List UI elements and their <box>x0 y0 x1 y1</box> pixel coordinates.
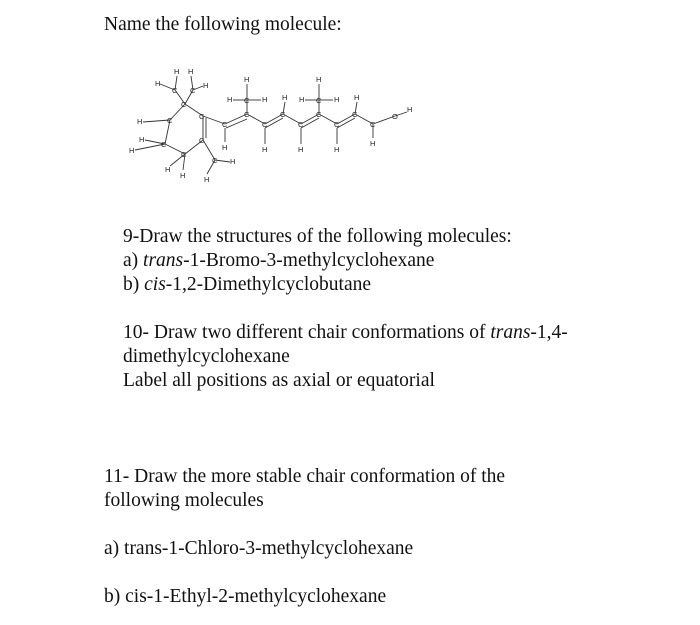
svg-text:H: H <box>227 95 233 104</box>
svg-text:H: H <box>203 81 209 90</box>
svg-text:C: C <box>244 96 250 105</box>
svg-text:C: C <box>316 96 322 105</box>
svg-text:C: C <box>212 156 218 165</box>
svg-text:H: H <box>244 75 250 84</box>
question-11-line-2: following molecules <box>104 490 264 511</box>
svg-text:H: H <box>230 157 236 166</box>
question-11-part-a: a) trans-1-Chloro-3-methylcyclohexane <box>104 538 414 559</box>
question-9-heading: 9-Draw the structures of the following molecules: <box>123 226 512 247</box>
question-10-line-1: 10- Draw two different chair conformations of trans-1,4- <box>123 322 568 343</box>
svg-text:H: H <box>129 146 135 155</box>
svg-text:C: C <box>280 110 286 119</box>
page-title: Name the following molecule: <box>104 14 342 35</box>
svg-text:H: H <box>262 145 268 154</box>
question-9-part-a: a) trans-1-Bromo-3-methylcyclohexane <box>123 250 435 271</box>
svg-text:H: H <box>180 171 186 180</box>
svg-text:O: O <box>392 112 398 121</box>
svg-text:H: H <box>370 139 376 148</box>
molecule-structure-diagram <box>115 62 415 197</box>
svg-text:H: H <box>155 79 161 88</box>
svg-text:C: C <box>199 112 205 121</box>
svg-text:H: H <box>188 67 194 76</box>
svg-text:H: H <box>354 93 360 102</box>
question-11-line-1: 11- Draw the more stable chair conformation of the <box>104 466 506 487</box>
svg-text:C: C <box>244 110 250 119</box>
chain-bonds <box>203 84 407 144</box>
question-10-line-2: dimethylcyclohexane <box>123 346 290 367</box>
atom-labels <box>129 67 412 184</box>
svg-text:H: H <box>165 165 171 174</box>
svg-text:C: C <box>181 150 187 159</box>
question-9-part-b: b) cis-1,2-Dimethylcyclobutane <box>123 274 372 295</box>
svg-text:H: H <box>298 145 304 154</box>
svg-text:H: H <box>334 95 340 104</box>
svg-text:H: H <box>139 135 145 144</box>
svg-text:H: H <box>334 145 340 154</box>
svg-text:C: C <box>181 100 187 109</box>
svg-text:C: C <box>334 120 340 129</box>
svg-text:C: C <box>190 86 196 95</box>
svg-text:C: C <box>222 120 228 129</box>
svg-text:H: H <box>204 175 210 184</box>
svg-text:C: C <box>262 120 268 129</box>
question-11-part-b: b) cis-1-Ethyl-2-methylcyclohexane <box>104 586 387 607</box>
svg-text:H: H <box>262 95 268 104</box>
svg-text:H: H <box>316 75 322 84</box>
svg-text:H: H <box>222 143 228 152</box>
svg-text:C: C <box>161 140 167 149</box>
svg-text:H: H <box>407 105 413 114</box>
svg-text:C: C <box>370 120 376 129</box>
svg-text:C: C <box>298 120 304 129</box>
svg-text:C: C <box>199 136 205 145</box>
svg-text:H: H <box>137 117 143 126</box>
svg-text:C: C <box>167 116 173 125</box>
svg-text:C: C <box>352 110 358 119</box>
question-10-line-3: Label all positions as axial or equatorial <box>123 370 435 391</box>
svg-text:H: H <box>282 93 288 102</box>
svg-text:H: H <box>299 95 305 104</box>
svg-text:C: C <box>172 86 178 95</box>
svg-text:H: H <box>174 67 180 76</box>
svg-text:C: C <box>316 110 322 119</box>
